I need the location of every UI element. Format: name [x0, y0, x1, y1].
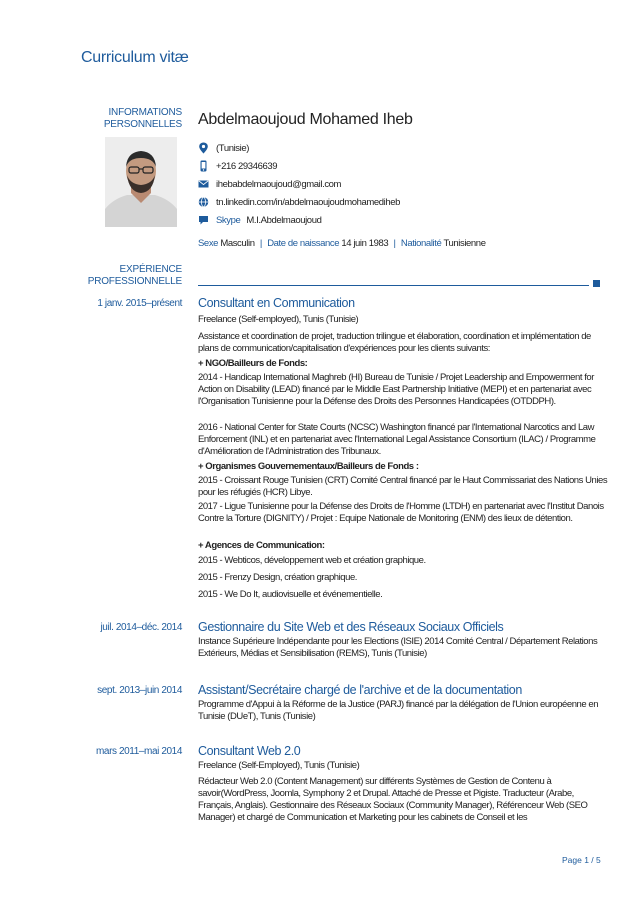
job-title: Consultant en Communication [198, 296, 355, 310]
contact-location [198, 141, 249, 155]
profile-photo-illustration [105, 137, 177, 227]
section-label-line: PERSONNELLES [103, 119, 182, 130]
dob-value: 14 juin 1983 [341, 238, 389, 249]
sex-value: Masculin [220, 238, 255, 249]
job-item: 2015 - We Do It, audiovisuelle et événementielle. [198, 589, 383, 600]
job-description: Assistance et coordination de projet, traduction trilingue et élaboration, coordination et implémentation de plans de communication/capitalisation d'expériences pour les clients suivants: [198, 331, 591, 354]
skype-id[interactable]: M.I.Abdelmaoujoud [246, 214, 322, 226]
job-title: Assistant/Secrétaire chargé de l'archive et de la documentation [198, 683, 522, 697]
nationality-label: Nationalité [400, 238, 442, 249]
job-subheading-ngo: + NGO/Bailleurs de Fonds: [198, 358, 308, 369]
separator: | [259, 238, 262, 249]
personal-details-line [198, 238, 486, 249]
job-item: 2017 - Ligue Tunisienne pour la Défense des Droits de l'Homme (LTDH) en partenariat avec l'Institut Danois Contre la Torture (DIGNITY) / Projet : Equipe Nationale de Monitoring (ENM) des lieux de détention. [198, 501, 604, 524]
globe-icon [198, 196, 209, 208]
location-text: (Tunisie) [216, 142, 249, 154]
job-date: sept. 2013–juin 2014 [97, 685, 182, 696]
job-date: 1 janv. 2015–présent [97, 298, 182, 309]
separator: | [393, 238, 396, 249]
job-employer: Freelance (Self-Employed), Tunis (Tunisie) [198, 760, 360, 771]
chat-bubble-icon [198, 214, 209, 226]
phone-text[interactable]: +216 29346639 [216, 160, 278, 172]
job-item: 2016 - National Center for State Courts (NCSC) Washington financé par l'International Narcotics and Law Enforcement (INL) et en partenariat avec l'International Legal Assistance Consortium (ILAC) / Programme d'Amélioration de l'Administration des Tribunaux. [198, 422, 596, 457]
job-item: 2015 - Webticos, développement web et création graphique. [198, 555, 426, 566]
map-pin-icon [198, 142, 209, 154]
contact-phone [198, 159, 277, 173]
section-divider [198, 285, 589, 286]
linkedin-link[interactable]: tn.linkedin.com/in/abdelmaoujoudmohamediheb [216, 196, 401, 208]
person-name: Abdelmaoujoud Mohamed Iheb [198, 111, 413, 128]
section-divider-marker [593, 280, 600, 287]
mobile-phone-icon [198, 160, 209, 172]
nationality-value: Tunisienne [443, 238, 486, 249]
job-item: 2015 - Croissant Rouge Tunisien (CRT) Comité Central financé par le Haut Commissariat des Nations Unies pour les réfugiés (HCR) Libye. [198, 475, 608, 498]
email-link[interactable]: ihebabdelmaoujoud@gmail.com [216, 178, 342, 190]
job-subheading-government: + Organismes Gouvernementaux/Bailleurs de Fonds : [198, 461, 419, 472]
section-label-personal-info [80, 107, 182, 131]
job-description: Rédacteur Web 2.0 (Content Management) sur différents Systèmes de Gestion de Contenu à savoir(WordPress, Joomla, Symphony 2 et Drupal. Attaché de Presse et Pigiste. Traducteur (Arabe, Français, Anglais). Gestionnaire des Réseaux Sociaux (Community Manager), Référenceur Web (SEO Manager) et chargé de Communication et Marketing pour les cabinets de Conseil et les [198, 776, 588, 823]
job-date: juil. 2014–déc. 2014 [100, 622, 182, 633]
sex-label: Sexe [198, 238, 219, 249]
section-label-line: INFORMATIONS [108, 107, 182, 118]
section-label-line: EXPÉRIENCE [119, 264, 182, 275]
envelope-icon [198, 178, 209, 190]
page-number: Page 1 / 5 [562, 855, 601, 865]
contact-linkedin [198, 195, 400, 209]
job-title: Consultant Web 2.0 [198, 744, 301, 758]
skype-label: Skype [216, 214, 241, 226]
job-title: Gestionnaire du Site Web et des Réseaux Sociaux Officiels [198, 620, 504, 634]
job-item: 2015 - Frenzy Design, création graphique. [198, 572, 357, 583]
job-date: mars 2011–mai 2014 [95, 746, 182, 757]
job-subheading-agencies: + Agences de Communication: [198, 540, 325, 551]
section-label-experience [80, 264, 182, 288]
section-label-line: PROFESSIONNELLE [87, 276, 182, 287]
job-item: 2014 - Handicap International Maghreb (HI) Bureau de Tunisie / Projet Leadership and Empowerment for Action on Disability (LEAD) financé par le Middle East Partnership Initiative (MEPI) et en partenariat avec l'Organisation Tunisienne pour la Défense des Droits des Personnes Handicapées (OTDDPH). [198, 372, 594, 407]
contact-skype [198, 213, 321, 227]
job-employer: Freelance (Self-employed), Tunis (Tunisie) [198, 314, 359, 325]
profile-photo [105, 137, 177, 227]
job-employer: Instance Supérieure Indépendante pour les Elections (ISIE) 2014 Comité Central / Département Relations Extérieurs, Médias et Sensibilisation (REMS), Tunis (Tunisie) [198, 636, 598, 659]
contact-email [198, 177, 341, 191]
dob-label: Date de naissance [267, 238, 340, 249]
document-title: Curriculum vitæ [81, 49, 189, 66]
job-employer: Programme d'Appui à la Réforme de la Justice (PARJ) financé par la délégation de l'Union européenne en Tunisie (DUeT), Tunis (Tunisie) [198, 699, 599, 722]
